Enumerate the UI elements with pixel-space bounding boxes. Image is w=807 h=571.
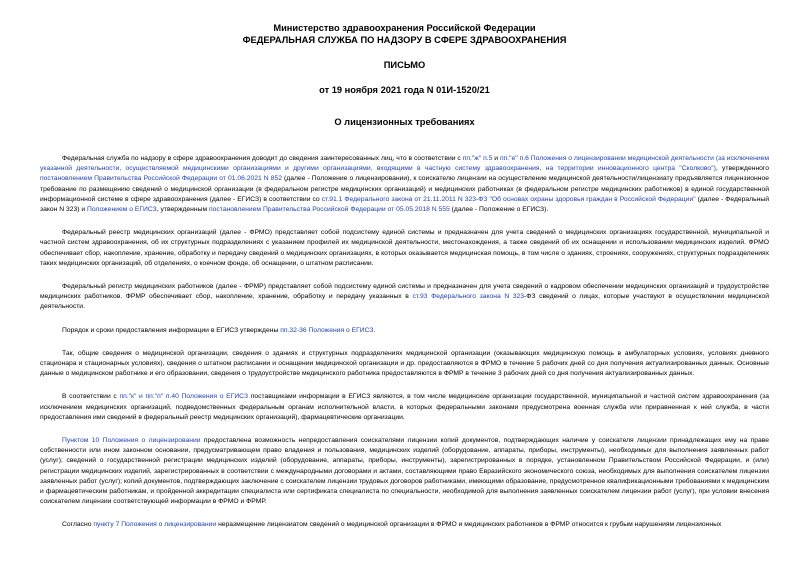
p4-text-2: . xyxy=(373,326,376,334)
paragraph-5: Так, общие сведения о медицинской организации, сведения о зданиях и структурных подразделениях медицинской организации (оказывающих медицинскую помощь в амбулаторных условиях, условиях дневного стационара и стационарных условиях), сведения о штатном расписании и оснащении медицинской организации и др. предоставляются в ФРМО в течение 5 рабочих дней со дня получения актуализированных данных. Основные данные о медицинском работнике и его образовании, сведения о трудоустройстве медицинского работника предоставляются в ФРМР в течение 3 рабочих дней со дня получения актуализированных данных. xyxy=(40,349,769,378)
link-pp-zh-p5[interactable]: пп."ж" п.5 xyxy=(462,155,493,162)
p1-text-1: Федеральная служба по надзору в сфере здравоохранения доводит до сведения заинтересованных лиц, что в соответствии с xyxy=(62,155,463,162)
ministry-heading: Министерство здравоохранения Российской Федерации xyxy=(273,23,536,33)
p8-text-1: Согласно xyxy=(62,521,94,529)
link-law-323-art-91-1[interactable]: ст.91.1 Федерального закона от 21.11.2011 N 323-ФЗ "Об основах охраны здоровья граждан в Российской Федерации" xyxy=(321,195,696,203)
link-resolution-555[interactable]: постановлением Правительства Российской Федерации от 05.05.2018 N 555 xyxy=(209,206,450,214)
p3-text-2: -ФЗ сведений о лицах, которые участвуют в осуществлении медицинской деятельности. xyxy=(40,293,770,311)
paragraph-6 xyxy=(40,392,769,423)
p1-text-5: (далее - Федеральный закон N 323) и xyxy=(40,195,769,214)
p1-text-6: , утвержденным xyxy=(156,206,210,214)
p1-text-7: (далее - Положение о ЕГИСЗ). xyxy=(449,206,549,214)
link-resolution-852[interactable]: постановлением Правительства Российской Федерации от 01.06.2021 N 852 xyxy=(40,175,282,183)
p1-text-2: и xyxy=(492,155,500,162)
p8-text-2: неразмещение лицензиатом сведений о медицинской организации в ФРМО и медицинских работников в ФРМР относится к грубым нарушениям лицензионных xyxy=(216,521,722,529)
doc-type-heading: ПИСЬМО xyxy=(383,60,426,70)
paragraph-2: Федеральный реестр медицинских организаций (далее - ФРМО) представляет собой подсистему единой системы и предназначен для учета сведений о медицинских организациях государственной, муниципальной и частной систем здравоохранения, об их структурных подразделениях с указанием профилей их медицинской деятельности, местонахождения, а также сведений об их оснащении и использовании медицинских изделий. ФРМО обеспечивает сбор, накопление, хранение, обработку и передачу сведений о медицинских организациях, в которых оказывается медицинская помощь, в том числе о зданиях, строениях, сооружениях, структурных подразделениях таких медицинских организаций, об отделениях, о коечном фонде, об оснащении, о штатном расписании. xyxy=(40,229,769,267)
p1-text-4: (далее - Положение о лицензировании), к соискателю лицензии на осуществление медицинской деятельности/лицензиату предъявляется лицензионное требование по размещению сведений о медицинской организации (в федеральном регистре медицинских организаций) и медицинских работниках (в федеральном регистре медицинских работников) в единой государственной информационной системе в сфере здравоохранения (далее - ЕГИСЗ) в соответствии со xyxy=(40,175,769,203)
paragraph-1 xyxy=(40,154,769,215)
link-licensing-regulation-pp-e-p6[interactable]: пп."е" п.6 Положения о лицензировании медицинской деятельности (за исключением указанной деятельности, осуществляемой медицинскими организациями и другими организациями, входящими в частную систему здравоохранения, на территории инновационного центра "Сколково") xyxy=(40,155,769,173)
p4-text-1: Порядок и сроки предоставления информации в ЕГИСЗ утверждены xyxy=(62,326,281,334)
paragraph-3 xyxy=(40,282,769,313)
p1-text-3: , утвержденного xyxy=(715,165,769,173)
link-licensing-regulation-p7[interactable]: пункту 7 Положения о лицензировании xyxy=(93,521,217,529)
p3-text-1: Федеральный регистр медицинских работников (далее - ФРМР) представляет собой подсистему единой системы и предназначен для учета сведений о кадровом обеспечении медицинских организаций и трудоустройстве медицинских работников. ФРМР обеспечивает сбор, накопление, хранение, обработку и передачу указанных в xyxy=(40,283,769,301)
doc-date-heading: от 19 ноября 2021 года N 01И-1520/21 xyxy=(319,85,490,95)
p7-text-1: предоставлена возможность непредоставления соискателями лицензии копий документов, подтверждающих наличие у соискателя лицензии принадлежащих ему на праве собственности или ином законном основании, предусматривающем право владения и пользования, медицинских изделий (оборудование, аппараты, приборы, инструменты), необходимых для выполнения заявленных работ (услуг); сведений о государственной регистрации медицинских изделий (оборудование, аппараты, приборы, инструменты), зарегистрированных в порядке, установленном Правительством Российской Федерации, и (или) регистрации медицинских изделий, зарегистрированных в соответствии с международными договорами и актами, составляющими право Евразийского экономического союза, необходимых для выполнения соискателем лицензии заявленных работ (услуг); копий документов, подтверждающих заключение с соискателем лицензии трудовых договоров работниками, имеющими образование, предусмотренное квалификационными требованиями к медицинским и фармацевтическим работникам, и пройденной аккредитации специалиста или сертификата специалиста по специальности, необходимой для выполнения заявленных соискателем лицензии работ (услуг), при условии внесения соискателем лицензии соответствующей информации в ФРМО и ФРМР. xyxy=(40,437,770,506)
link-egisz-regulation[interactable]: Положением о ЕГИСЗ xyxy=(87,206,157,214)
p6-text-1: В соответствии с xyxy=(62,393,120,401)
p6-text-2: поставщиками информации в ЕГИСЗ являются, в том числе медицинские организации государственной, муниципальной и частной систем здравоохранения (за исключением медицинских организаций, подведомственных федеральным органам исполнительной власти, в которых федеральными законами предусмотрена военная служба или приравненная к ней служба, в части предоставления ими сведений в федеральный реестр медицинских организаций), фармацевтические организации. xyxy=(40,393,769,421)
link-egisz-pp-32-36[interactable]: пп.32-36 Положения о ЕГИСЗ xyxy=(280,326,374,334)
link-law-323-art-93[interactable]: ст.93 Федерального закона N 323 xyxy=(412,293,525,301)
paragraph-8 xyxy=(40,520,769,530)
link-egisz-p40[interactable]: пп."к" и пп."п" п.40 Положения о ЕГИСЗ xyxy=(119,393,249,401)
doc-subject-heading: О лицензионных требованиях xyxy=(334,117,475,127)
paragraph-4 xyxy=(40,326,769,336)
link-licensing-regulation-p10[interactable]: Пунктом 10 Положения о лицензировании xyxy=(62,437,201,445)
service-heading: ФЕДЕРАЛЬНАЯ СЛУЖБА ПО НАДЗОРУ В СФЕРЕ ЗДРАВООХРАНЕНИЯ xyxy=(242,35,567,45)
paragraph-7 xyxy=(40,436,769,507)
